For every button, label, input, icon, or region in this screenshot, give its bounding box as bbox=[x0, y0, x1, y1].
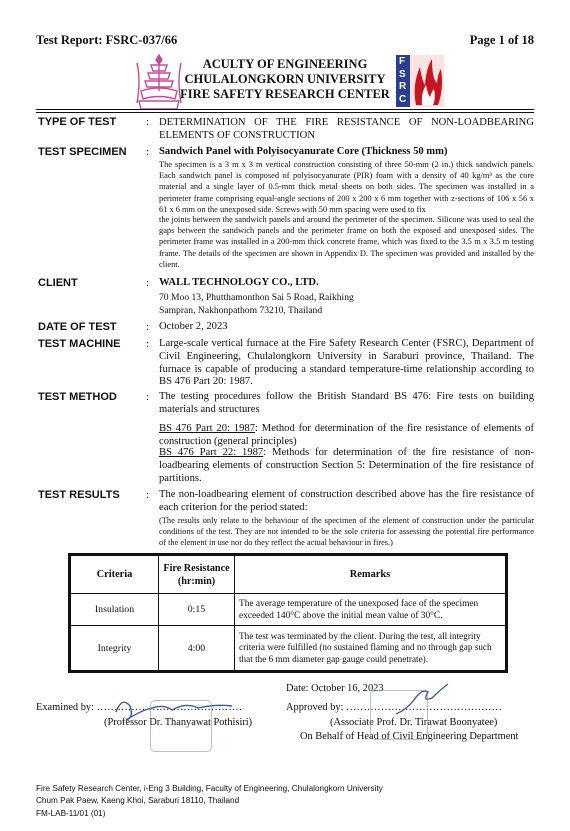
standard-2-code: BS 476 Part 22: 1987 bbox=[159, 447, 264, 458]
colon: : bbox=[146, 391, 150, 403]
test-specimen-title: Sandwich Panel with Polyisocyanurate Core (Thickness 50 mm) bbox=[159, 146, 448, 157]
standard-2-text: : Methods for determination of the fire resistance of non-loadbearing elements of construction Section 5: Determination of the fire resistance of partitions. bbox=[159, 447, 534, 484]
badge-letter-s: S bbox=[399, 68, 406, 80]
approver-stamp-icon bbox=[370, 690, 428, 740]
approved-by-label: Approved by: bbox=[286, 702, 344, 713]
fire-resistance-line-2: (hr:min) bbox=[177, 575, 216, 587]
header-rule bbox=[36, 109, 534, 110]
badge-letter-c: C bbox=[399, 93, 407, 105]
fsrc-badge-icon bbox=[396, 55, 444, 107]
org-line-2: CHULALONGKORN UNIVERSITY bbox=[184, 72, 386, 86]
colon: : bbox=[146, 277, 150, 289]
badge-letter-f: F bbox=[399, 56, 406, 67]
test-specimen-description-a: The specimen is a 3 m x 3 m vertical construction consisting of three 50-mm (2 in.) thick sandwich panels. Each sandwich panel is composed of polyisocyanurate (PIR) foam with a density of 40 kg/m³ as the core material and a single layer of 0.5-mm thick metal sheets on both sides. The specimen was installed in a perimeter frame comprising equal-angle sections of 200 x 200 x 6 mm together with z-sections of 106 x 56 x 61 x 6 mm on the unexposed side. Screws with 50 mm spacing were used to fix bbox=[159, 160, 534, 214]
university-logo-icon bbox=[133, 51, 185, 113]
type-of-test-label: TYPE OF TEST bbox=[38, 116, 117, 128]
footer-address-1: Fire Safety Research Center, i-Eng 3 Building, Faculty of Engineering, Chulalongkorn University bbox=[36, 784, 383, 793]
examined-by-label: Examined by: bbox=[36, 702, 95, 713]
test-machine-value: Large-scale vertical furnace at the Fire Safety Research Center (FSRC), Department of Civil Engineering, Chulalongkorn University in Saraburi province, Thailand. The furnace is capable of producing a standard temperature-time relationship according to BS 476 Part 20: 1987. bbox=[159, 338, 534, 388]
client-address-1: 70 Moo 13, Phutthamonthon Sai 5 Road, Raikhing bbox=[159, 292, 354, 303]
date-of-test-label: DATE OF TEST bbox=[38, 321, 117, 333]
test-results-value: The non-loadbearing element of construction described above has the fire resistance of each criterion for the period stated: bbox=[159, 489, 534, 513]
row-criteria: Insulation bbox=[71, 594, 159, 626]
results-table-frame bbox=[68, 553, 508, 673]
header-rule-2 bbox=[36, 112, 534, 113]
badge-letter-r: R bbox=[399, 81, 407, 92]
examiner-name: (Professor Dr. Thanyawat Pothisiri) bbox=[104, 717, 253, 728]
client-name: WALL TECHNOLOGY CO., LTD. bbox=[159, 277, 319, 288]
test-machine-label: TEST MACHINE bbox=[38, 338, 121, 350]
client-address-2: Sampran, Nakhonpathom 73210, Thailand bbox=[159, 305, 323, 316]
test-results-note: (The results only relate to the behaviour of the specimen of the element of construction under the particular conditions of the test. They are not intended to be the sole criteria for assessing the potential fire performance of the element in use nor do they reflect the actual behaviour in fires.) bbox=[159, 516, 534, 548]
colon: : bbox=[146, 146, 150, 158]
test-results-label: TEST RESULTS bbox=[38, 489, 120, 501]
row-criteria: Integrity bbox=[71, 626, 159, 671]
page-number: Page 1 of 18 bbox=[469, 33, 534, 47]
row-remarks: The test was terminated by the client. During the test, all integrity criteria were fulfilled (no sustained flaming and no through gap such that the 6 mm diameter gap gauge could penetrate). bbox=[235, 626, 506, 671]
column-header-fire-resistance bbox=[159, 556, 235, 594]
form-number: FM-LAB-11/01 (01) bbox=[36, 809, 106, 818]
row-remarks: The average temperature of the unexposed face of the specimen exceeded 140°C above the initial mean value of 30°C. bbox=[235, 594, 506, 626]
test-method-intro: The testing procedures follow the British Standard BS 476: Fire tests on building materials and structures bbox=[159, 391, 534, 415]
fire-resistance-line-1: Fire Resistance bbox=[163, 562, 230, 574]
type-of-test-value: DETERMINATION OF THE FIRE RESISTANCE OF NON-LOADBEARING ELEMENTS OF CONSTRUCTION bbox=[159, 117, 534, 141]
test-specimen-description-b: the joints between the sandwich panels and around the perimeter of the specimen. Silicone was used to seal the gaps between the sandwich panels and the perimeter frame on both the exposed and unexposed sides. The perimeter frame was installed in a 200-mm thick concrete frame, which was fixed to the 3.5 m x 3.5 m testing frame. The details of the specimen are shown in Appendix D. The specimen was provided and installed by the client. bbox=[159, 215, 534, 269]
column-header-remarks: Remarks bbox=[235, 556, 506, 594]
colon: : bbox=[146, 321, 150, 333]
test-method-standard-1 bbox=[159, 423, 534, 449]
colon: : bbox=[146, 338, 150, 350]
approver-name: (Associate Prof. Dr. Tirawat Boonyatee) bbox=[330, 717, 498, 728]
report-number: Test Report: FSRC-037/66 bbox=[36, 33, 178, 47]
standard-1-code: BS 476 Part 20: 1987 bbox=[159, 423, 255, 434]
footer-address-2: Chum Pak Paew, Kaeng Khoi, Saraburi 18110, Thailand bbox=[36, 796, 240, 805]
colon: : bbox=[146, 489, 150, 501]
table-row bbox=[71, 594, 506, 626]
org-line-3: FIRE SAFETY RESEARCH CENTER bbox=[180, 87, 390, 101]
test-method-label: TEST METHOD bbox=[38, 391, 117, 403]
standard-1-text: : Method for determination of the fire resistance of elements of construction (general principles) bbox=[159, 423, 535, 447]
client-label: CLIENT bbox=[38, 277, 78, 289]
table-row bbox=[71, 626, 506, 671]
date-of-test-value: October 2, 2023 bbox=[159, 321, 228, 332]
colon: : bbox=[146, 116, 150, 128]
row-time: 4:00 bbox=[159, 626, 235, 671]
approval-date: Date: October 16, 2023 bbox=[286, 683, 384, 694]
results-table bbox=[70, 555, 506, 671]
org-line-1: ACULTY OF ENGINEERING bbox=[202, 57, 368, 71]
row-time: 0:15 bbox=[159, 594, 235, 626]
examined-by-dots: …………………………………… bbox=[96, 702, 243, 713]
examiner-stamp-icon bbox=[150, 700, 212, 752]
approved-by-dots: ……………………………………… bbox=[346, 702, 502, 713]
test-method-standard-2 bbox=[159, 447, 534, 485]
flame-icon bbox=[410, 55, 444, 107]
on-behalf-line: On Behalf of Head of Civil Engineering Department bbox=[300, 731, 519, 742]
column-header-criteria: Criteria bbox=[71, 556, 159, 594]
test-specimen-label: TEST SPECIMEN bbox=[38, 146, 127, 158]
